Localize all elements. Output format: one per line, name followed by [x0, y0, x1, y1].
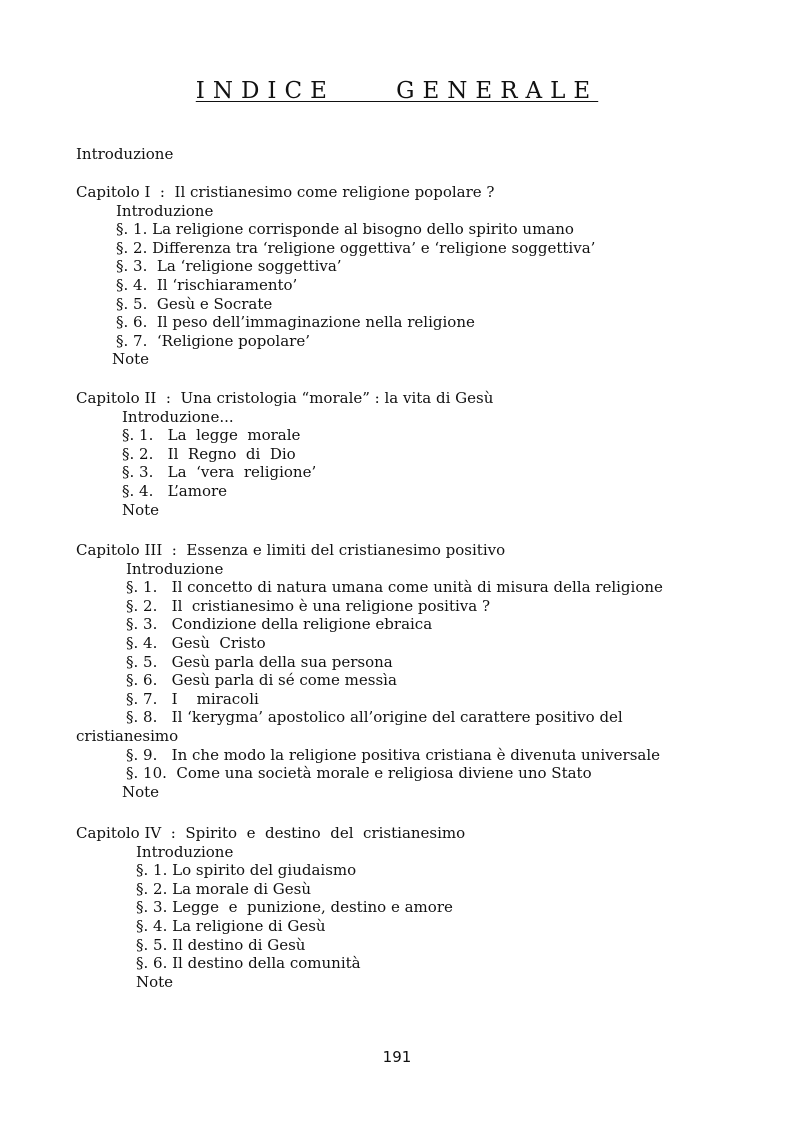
toc-entry: §. 4. L’amore: [122, 481, 228, 500]
toc-entry: §. 6. Il destino della comunità: [136, 954, 361, 973]
toc-note: Note: [122, 500, 160, 519]
chapter-4: [76, 824, 756, 991]
toc-entry: §. 5. Il destino di Gesù: [136, 935, 306, 954]
toc-entry: §. 1. La religione corrisponde al bisogno dello spirito umano: [116, 220, 574, 239]
chapter-entries: [76, 202, 756, 369]
chapter-entries: [76, 408, 756, 520]
toc-entry: §. 6. Gesù parla di sé come messìa: [126, 671, 397, 690]
chapter-heading: Capitolo II : Una cristologia “morale” : la vita di Gesù: [76, 389, 494, 407]
toc-entry: §. 9. In che modo la religione positiva cristiana è divenuta universale: [126, 745, 661, 764]
toc-entry-continuation: cristianesimo: [76, 726, 179, 745]
toc-entry: §. 2. Il Regno di Dio: [122, 444, 296, 463]
toc-note: Note: [112, 350, 150, 369]
toc-note: Note: [136, 972, 174, 991]
page-number: 191: [382, 1048, 412, 1066]
toc-entry: §. 3. Condizione della religione ebraica: [126, 615, 433, 634]
toc-entry: §. 7. ‘Religione popolare’: [116, 331, 310, 350]
toc-entry: §. 3. La ‘vera religione’: [122, 463, 317, 482]
toc-entry: §. 10. Come una società morale e religiosa diviene uno Stato: [126, 764, 592, 783]
toc-entry: §. 5. Gesù e Socrate: [116, 294, 273, 313]
toc-entry: Introduzione: [126, 559, 224, 578]
toc-introduction: Introduzione: [76, 145, 174, 163]
toc-entry: Introduzione...: [122, 407, 234, 426]
toc-entry: §. 1. Il concetto di natura umana come unità di misura della religione: [126, 578, 663, 597]
toc-entry: Introduzione: [136, 842, 234, 861]
toc-entry: §. 4. Il ‘rischiaramento’: [116, 275, 298, 294]
toc-entry: §. 8. Il ‘kerygma’ apostolico all’origine del carattere positivo del: [126, 708, 623, 727]
chapter-3: [76, 541, 756, 801]
toc-entry: §. 2. Il cristianesimo è una religione positiva ?: [126, 596, 491, 615]
toc-entry: §. 3. Legge e punizione, destino e amore: [136, 898, 453, 917]
toc-entry: §. 1. Lo spirito del giudaismo: [136, 861, 357, 880]
toc-entry: §. 2. La morale di Gesù: [136, 879, 311, 898]
toc-entry: §. 2. Differenza tra ‘religione oggettiva’ e ‘religione soggettiva’: [116, 238, 596, 257]
chapter-1: [76, 183, 756, 369]
toc-entry: Introduzione: [116, 201, 214, 220]
toc-entry: §. 7. I miracoli: [126, 689, 259, 708]
toc-entry: §. 4. La religione di Gesù: [136, 916, 326, 935]
toc-entry: §. 6. Il peso dell’immaginazione nella religione: [116, 313, 475, 332]
toc-entry: §. 4. Gesù Cristo: [126, 633, 266, 652]
toc-entry: §. 3. La ‘religione soggettiva’: [116, 257, 342, 276]
chapter-heading: Capitolo III : Essenza e limiti del cristianesimo positivo: [76, 541, 506, 559]
chapter-2: [76, 389, 756, 519]
chapter-entries: [76, 843, 756, 992]
chapter-entries: [76, 560, 756, 802]
chapter-heading: Capitolo I : Il cristianesimo come religione popolare ?: [76, 183, 495, 201]
toc-note: Note: [122, 782, 160, 801]
page-title: INDICE GENERALE: [195, 78, 599, 104]
toc-entry: §. 5. Gesù parla della sua persona: [126, 652, 393, 671]
chapter-heading: Capitolo IV : Spirito e destino del cristianesimo: [76, 824, 466, 842]
toc-entry: §. 1. La legge morale: [122, 426, 301, 445]
